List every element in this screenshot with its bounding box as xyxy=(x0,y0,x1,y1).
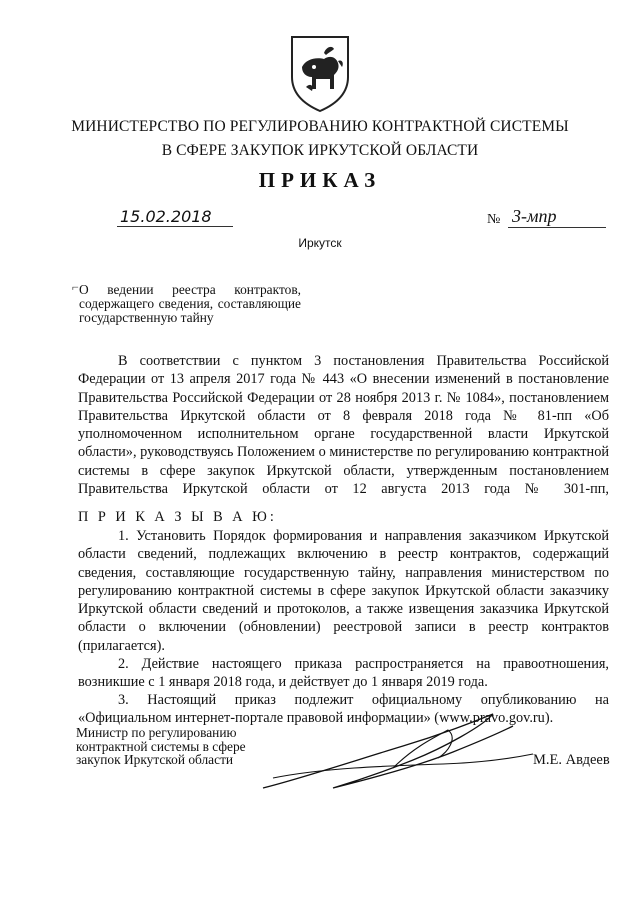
coat-of-arms-emblem xyxy=(288,33,352,113)
position-line: контрактной системы в сфере xyxy=(76,738,246,754)
order-item-1: 1. Установить Порядок формирования и направления заказчиком Иркутской области сведений, подлежащих включению в реестр контрактов, содержащий сведения, составляющие государственную тайну, направления министерством по регулированию контрактной системы в сфере закупок Иркутской области заказчику Иркутской области сведений и протоколов, а также извещения заказчика Иркутской области о включении (обновлении) реестровой записи в реестр контрактов (прилагается). xyxy=(78,528,609,654)
number-sign: № xyxy=(487,212,501,227)
order-item-2: 2. Действие настоящего приказа распространяется на правоотношения, возникшие с 1 января 2018 года, и действует до 1 января 2019 года. xyxy=(78,656,609,691)
org-name-line2: В СФЕРЕ ЗАКУПОК ИРКУТСКОЙ ОБЛАСТИ xyxy=(161,142,479,159)
subject-text: О ведении реестра контрактов, содержащего сведения, составляющие государственную тайну xyxy=(79,282,301,325)
document-title: ПРИКАЗ xyxy=(258,168,382,192)
order-heading: П Р И К А З Ы В А Ю: xyxy=(78,509,277,525)
org-name-line1: МИНИСТЕРСТВО ПО РЕГУЛИРОВАНИЮ КОНТРАКТНОЙ СИСТЕМЫ xyxy=(71,118,569,135)
document-number: 3-мпр xyxy=(508,206,606,228)
city-name: Иркутск xyxy=(298,236,342,250)
document-subject xyxy=(72,280,301,325)
bracket-mark: ⌐ xyxy=(72,280,79,294)
handwritten-signature xyxy=(243,708,543,798)
position-line: закупок Иркутской области xyxy=(76,752,234,767)
signatory-name: М.Е. Авдеев xyxy=(533,752,610,768)
document-date: 15.02.2018 xyxy=(117,207,233,227)
preamble-paragraph: В соответствии с пунктом 3 постановления Правительства Российской Федерации от 13 апреля 2017 года № 443 «О внесении изменений в постановление Правительства Российской Федерации от 28 ноября 2013 г. № 1084», постановлением Правительства Иркутской области от 8 февраля 2018 года № 81-пп «Об уполномоченном исполнительном органе государственной власти Иркутской области», руководствуясь Положением о министерстве по регулированию контрактной системы в сфере закупок Иркутской области, утвержденным постановлением Правительства Иркутской области от 12 августа 2013 года № 301-пп, xyxy=(78,353,609,498)
order-item-3: 3. Настоящий приказ подлежит официальному опубликованию на «Официальном интернет-портале правовой информации» (www.pravo.gov.ru). xyxy=(78,692,609,727)
position-line: Министр по регулированию xyxy=(76,725,237,740)
signatory-position xyxy=(76,726,246,767)
